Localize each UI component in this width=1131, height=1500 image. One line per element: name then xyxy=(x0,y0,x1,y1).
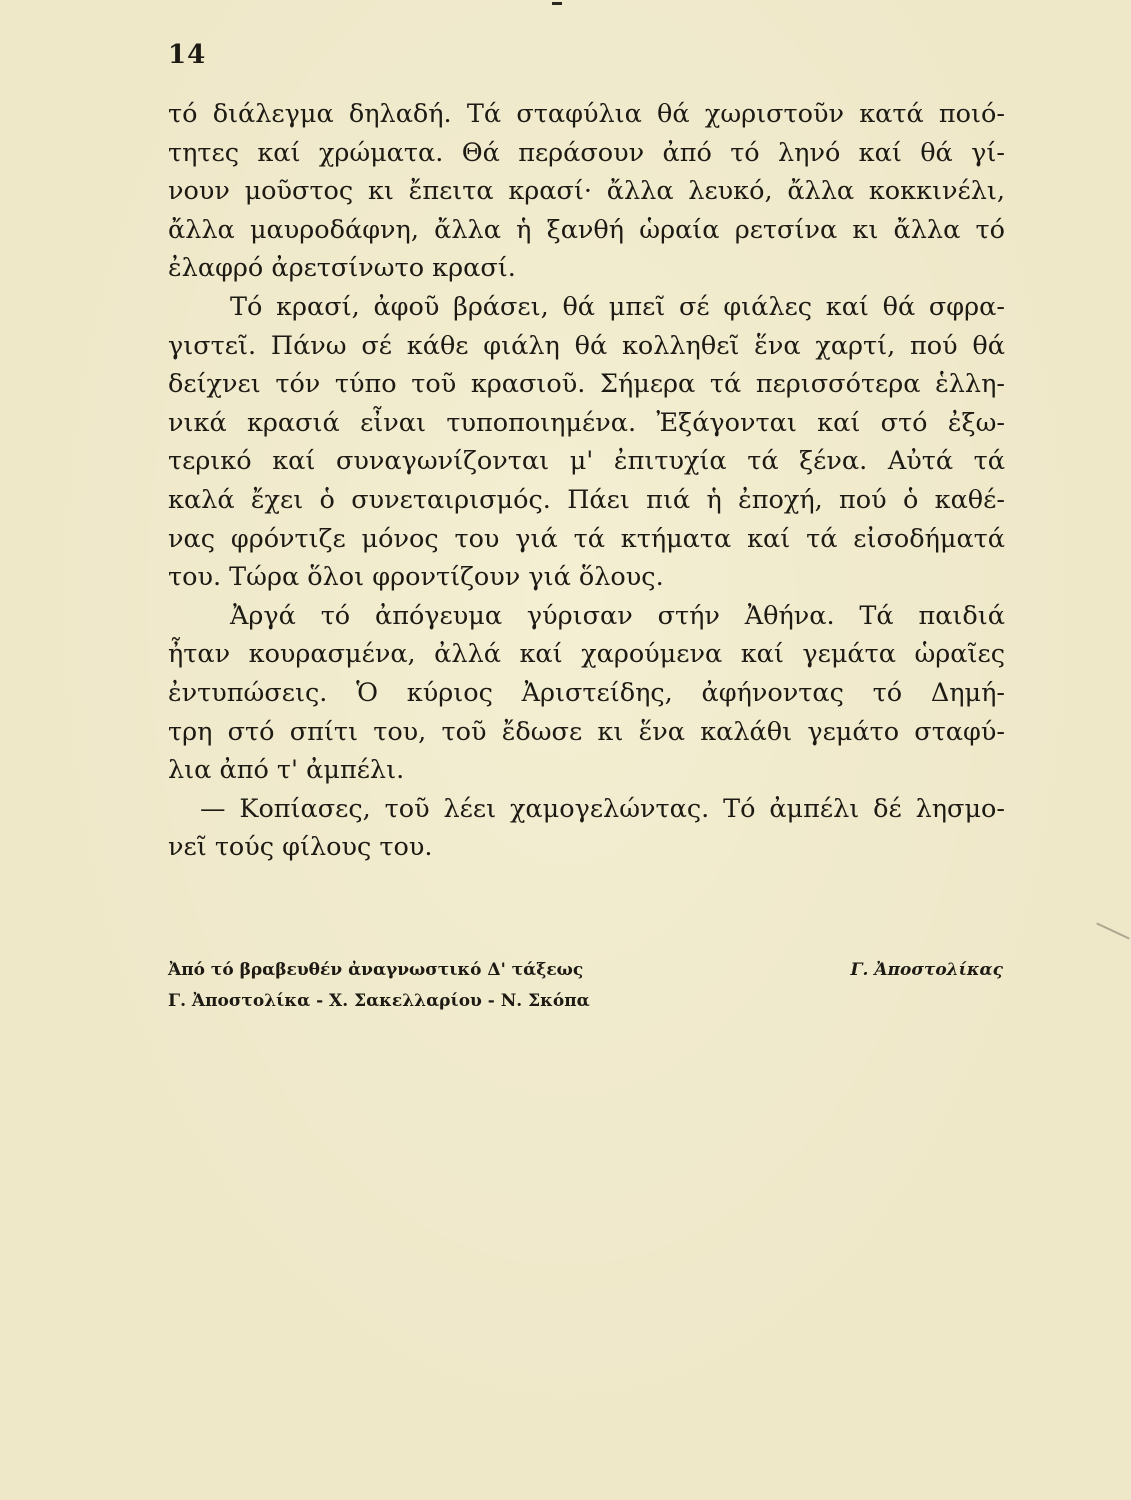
source-credit xyxy=(168,955,590,1017)
author-signature: Γ. Ἀποστολίκας xyxy=(850,960,1003,980)
text-line: λια ἀπό τ' ἀμπέλι. xyxy=(168,755,405,786)
text-line: νεῖ τούς φίλους του. xyxy=(168,832,433,863)
print-mark xyxy=(552,2,562,5)
text-line: γιστεῖ. Πάνω σέ κάθε φιάλη θά κολληθεῖ ἕνα χαρτί, πού θά xyxy=(168,330,1005,361)
dialogue-line: — Κοπίασες, τοῦ λέει χαμογελώντας. Τό ἀμπέλι δέ λησμο- xyxy=(200,793,1005,824)
text-line: ἐντυπώσεις. Ὁ κύριος Ἀριστείδης, ἀφήνοντας τό Δημή- xyxy=(168,677,1005,708)
body-text xyxy=(168,95,1005,867)
source-authors: Γ. Ἀποστολίκα - Χ. Σακελλαρίου - Ν. Σκόπα xyxy=(168,991,590,1011)
page-number: 14 xyxy=(168,40,207,70)
text-line: τητες καί χρώματα. Θά περάσουν ἀπό τό ληνό καί θά γί- xyxy=(168,137,1005,168)
text-line: νας φρόντιζε μόνος του γιά τά κτήματα καί τά εἰσοδήματά xyxy=(168,523,1005,554)
text-line: Τό κρασί, ἀφοῦ βράσει, θά μπεῖ σέ φιάλες καί θά σφρα- xyxy=(230,291,1005,322)
text-line: ἐλαφρό ἀρετσίνωτο κρασί. xyxy=(168,253,516,284)
text-line: τό διάλεγμα δηλαδή. Τά σταφύλια θά χωριστοῦν κατά ποιό- xyxy=(168,99,1005,129)
text-line: δείχνει τόν τύπο τοῦ κρασιοῦ. Σήμερα τά περισσότερα ἑλλη- xyxy=(168,369,1005,400)
source-line: Ἀπό τό βραβευθέν ἀναγνωστικό Δ' τάξεως xyxy=(168,960,584,980)
text-line: του. Τώρα ὅλοι φροντίζουν γιά ὅλους. xyxy=(168,562,664,593)
text-line: νουν μοῦστος κι ἔπειτα κρασί· ἄλλα λευκό, ἄλλα κοκκινέλι, xyxy=(168,176,1005,207)
text-line: ἄλλα μαυροδάφνη, ἄλλα ἡ ξανθή ὡραία ρετσίνα κι ἄλλα τό xyxy=(168,214,1005,245)
text-line: τρη στό σπίτι του, τοῦ ἔδωσε κι ἕνα καλάθι γεμάτο σταφύ- xyxy=(168,716,1005,747)
text-line: ἦταν κουρασμένα, ἀλλά καί χαρούμενα καί γεμάτα ὡραῖες xyxy=(168,639,1005,670)
text-line: νικά κρασιά εἶναι τυποποιημένα. Ἐξάγονται καί στό ἐξω- xyxy=(168,407,1005,438)
text-line: καλά ἔχει ὁ συνεταιρισμός. Πάει πιά ἡ ἐποχή, πού ὁ καθέ- xyxy=(168,484,1005,515)
text-line: Ἀργά τό ἀπόγευμα γύρισαν στήν Ἀθήνα. Τά παιδιά xyxy=(230,600,1005,631)
page-edge-mark xyxy=(1096,922,1129,939)
text-line: τερικό καί συναγωνίζονται μ' ἐπιτυχία τά ξένα. Αὐτά τά xyxy=(168,446,1005,477)
